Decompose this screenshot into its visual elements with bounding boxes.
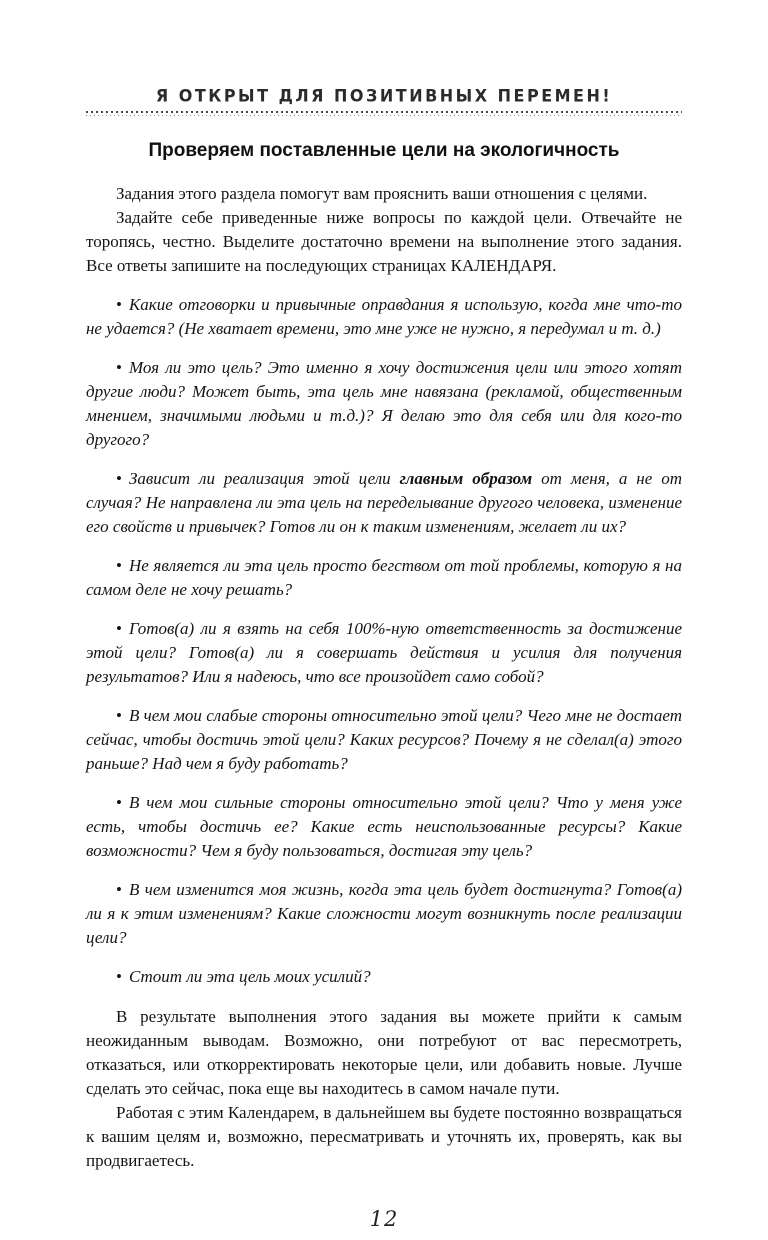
goal-questions-list [86,293,682,989]
bullet-text: Моя ли это цель? Это именно я хочу достижения цели или этого хотят другие люди? Может быть, эта цель мне навязана (рекламой, общественным мнением, значимыми людьми и т.д.)? Я делаю это для себя или для кого-то другого? [86,358,682,449]
book-page [86,0,682,1231]
bullet-icon: • [116,358,122,377]
bullet-icon: • [116,967,122,986]
bullet-text: Стоит ли эта цель моих усилий? [128,967,371,986]
closing-paragraph-2: Работая с этим Календарем, в дальнейшем вы будете постоянно возвращаться к вашим целям и, возможно, пересматривать и уточнять их, проверять, как вы продвигаетесь. [86,1103,682,1170]
goal-question-item-9 [86,965,682,989]
goal-question-item-7 [86,791,682,863]
bullet-icon: • [116,706,122,725]
intro-paragraph-1: Задания этого раздела помогут вам прояснить ваши отношения с целями. [116,184,648,203]
bullet-text: В чем мои слабые стороны относительно этой цели? Чего мне не достает сейчас, чтобы достичь этой цели? Каких ресурсов? Почему я не сделал(а) этого раньше? Над чем я буду работать? [86,706,682,773]
header-rule-dotted-thin [86,115,682,116]
bullet-icon: • [116,295,122,314]
bullet-text: Не является ли эта цель просто бегством от той проблемы, которую я на самом деле не хочу решать? [86,556,682,599]
bullet-text-bold: главным образом [399,469,533,488]
page-header [86,86,682,116]
header-rule-dotted [86,111,682,113]
goal-question-item-4 [86,554,682,602]
goal-question-item-5 [86,617,682,689]
bullet-text-post: от меня, а не от случая? Не направлена ли эта цель на переделывание другого человека, изменение его свойств и привычек? Готов ли он к таким изменениям, желает ли их? [86,469,683,536]
bullet-text: Какие отговорки и привычные оправдания я использую, когда мне что-то не удается? (Не хватает времени, это мне уже не нужно, я передумал и т. д.) [86,295,682,338]
bullet-text-pre: Зависит ли реализация этой цели [128,469,400,488]
bullet-text: В чем мои сильные стороны относительно этой цели? Что у меня уже есть, чтобы достичь ее? Какие есть неиспользованные ресурсы? Какие возможности? Чем я буду пользоваться, достигая эту цель? [86,793,682,860]
bullet-icon: • [116,556,122,575]
section-heading: Проверяем поставленные цели на экологичность [148,140,620,161]
header-title: Я ОТКРЫТ ДЛЯ ПОЗИТИВНЫХ ПЕРЕМЕН! [155,85,613,106]
goal-question-item-2 [86,356,682,452]
bullet-text: В чем изменится моя жизнь, когда эта цель будет достигнута? Готов(а) ли я к этим изменениям? Какие сложности могут возникнуть после реализации цели? [86,880,682,947]
closing-paragraph-1: В результате выполнения этого задания вы можете прийти к самым неожиданным выводам. Возможно, они потребуют от вас пересмотреть, отказаться, или откорректировать некоторые цели, или добавить новые. Лучше сделать это сейчас, пока еще вы находитесь в самом начале пути. [86,1007,682,1098]
bullet-icon: • [116,880,122,899]
page-number: 12 [369,1207,399,1231]
bullet-icon: • [116,793,122,812]
bullet-icon: • [116,619,122,638]
bullet-text: Готов(а) ли я взять на себя 100%-ную ответственность за достижение этой цели? Готов(а) ли я совершать действия и усилия для получения результатов? Или я надеюсь, что все произойдет само собой? [86,619,682,686]
goal-question-item-3 [86,467,682,539]
goal-question-item-8 [86,878,682,950]
goal-question-item-6 [86,704,682,776]
intro-paragraph-2: Задайте себе приведенные ниже вопросы по каждой цели. Отвечайте не торопясь, честно. Выделите достаточно времени на выполнение этого задания. Все ответы запишите на последующих страницах КАЛЕНДАРЯ. [86,208,682,275]
goal-question-item-1 [86,293,682,341]
bullet-icon: • [116,469,122,488]
